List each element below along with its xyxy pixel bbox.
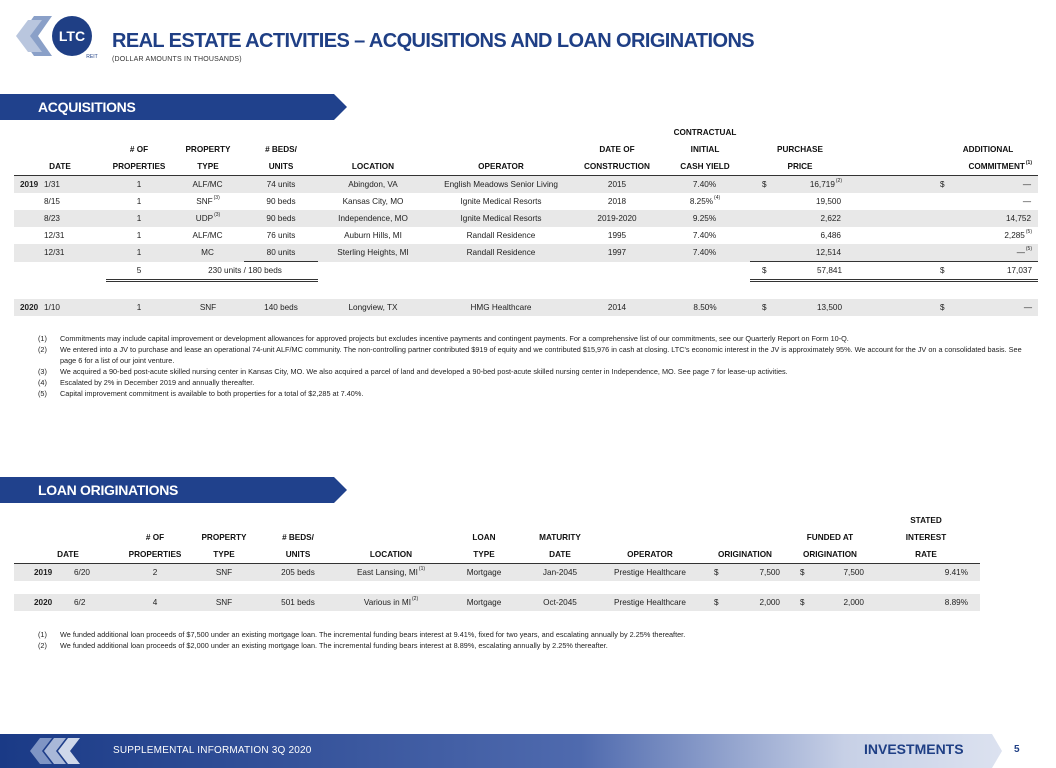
row-date bbox=[14, 244, 106, 262]
loan-row bbox=[14, 564, 980, 582]
row-price bbox=[750, 176, 850, 194]
header-commit-2: COMMITMENT$^{(1)}$ bbox=[938, 158, 1038, 176]
loan-origination-amount: 2,000 bbox=[759, 598, 780, 607]
row-yield-value: 7.40% bbox=[692, 248, 717, 258]
loan-date bbox=[14, 594, 122, 611]
row-location: Sterling Heights, MI bbox=[318, 244, 428, 262]
loan-year: 2020 bbox=[34, 598, 53, 607]
row-price-amount: 13,500 bbox=[816, 303, 842, 312]
row-operator: Ignite Medical Resorts bbox=[460, 197, 542, 206]
loan-location-note: (1) bbox=[418, 566, 426, 572]
footnote-number: (1) bbox=[38, 630, 47, 639]
row-date-value: 12/31 bbox=[44, 231, 65, 240]
row-commitment-note: (5) bbox=[1025, 246, 1032, 252]
row-props: 1 bbox=[106, 244, 172, 262]
page-subtitle: (DOLLAR AMOUNTS IN THOUSANDS) bbox=[112, 56, 242, 63]
total-spacer bbox=[660, 262, 750, 281]
footer-supplemental-text: SUPPLEMENTAL INFORMATION 3Q 2020 bbox=[113, 745, 312, 756]
row-props: 1 bbox=[106, 299, 172, 316]
header-date: DATE bbox=[14, 158, 106, 176]
header-price-1: PURCHASE bbox=[777, 145, 823, 154]
loan-header-orig: ORIGINATION bbox=[702, 546, 788, 564]
row-props: 1 bbox=[136, 197, 142, 206]
logo-text: LTC bbox=[58, 28, 86, 44]
row-construction: 2014 bbox=[574, 299, 660, 316]
row-commitment-cell bbox=[850, 193, 1038, 210]
loan-rate: 8.89% bbox=[872, 594, 980, 611]
row-price-cell bbox=[750, 299, 850, 316]
row-year: 2019 bbox=[20, 180, 39, 189]
row-commitment bbox=[850, 193, 1038, 210]
spacer-cell bbox=[14, 281, 1038, 300]
loan-origination-currency: $ bbox=[714, 568, 719, 577]
row-price bbox=[750, 244, 850, 262]
loan-header-ltype-1: LOAN bbox=[472, 533, 496, 542]
row-commitment-cell bbox=[850, 227, 1038, 244]
loan-operator: Prestige Healthcare bbox=[598, 594, 702, 611]
row-commitment-value bbox=[1017, 244, 1032, 261]
loan-origination-cell bbox=[702, 594, 788, 611]
row-commitment-cell bbox=[850, 210, 1038, 227]
row-price-value bbox=[816, 244, 842, 261]
row-beds: 90 beds bbox=[266, 197, 296, 206]
loan-operator: Prestige Healthcare bbox=[598, 564, 702, 582]
row-commitment-cell bbox=[850, 244, 1038, 261]
loan-type: SNF bbox=[188, 564, 260, 582]
footnote-text: Escalated by 2% in December 2019 and annually thereafter. bbox=[60, 378, 255, 387]
footnote bbox=[38, 377, 1028, 388]
loan-origination-amount: 7,500 bbox=[759, 568, 780, 577]
loan-header-props-1: # OF bbox=[145, 533, 165, 542]
row-price-note: (2) bbox=[835, 178, 842, 184]
total-price-currency: $ bbox=[762, 266, 767, 275]
row-date-value: 1/31 bbox=[44, 180, 60, 189]
row-price-amount: 19,500 bbox=[815, 197, 841, 206]
footnote-text: We funded additional loan proceeds of $2,000 under an existing mortgage loan. The incremental funding bears interest at 8.89%, escalating annually by 2.25% thereafter. bbox=[60, 641, 608, 650]
logo-subtext: REIT bbox=[86, 54, 98, 60]
footnote bbox=[38, 388, 1028, 399]
row-date-value: 12/31 bbox=[44, 248, 65, 258]
total-beds: 230 units / 180 beds bbox=[172, 262, 318, 281]
total-commitment-cell bbox=[850, 262, 1038, 279]
row-beds: 74 units bbox=[244, 176, 318, 194]
row-commitment bbox=[850, 176, 1038, 194]
row-yield bbox=[660, 176, 750, 194]
row-props: 1 bbox=[136, 231, 142, 240]
footnote bbox=[38, 344, 1028, 366]
loan-funded bbox=[788, 564, 872, 582]
row-date bbox=[14, 193, 106, 210]
acquisitions-banner bbox=[0, 94, 347, 120]
row-commitment-value bbox=[1004, 227, 1032, 244]
total-commitment-amount: 17,037 bbox=[1006, 266, 1032, 275]
row-price bbox=[750, 227, 850, 244]
row-construction: 1995 bbox=[607, 231, 627, 240]
loan-rate: 9.41% bbox=[872, 564, 980, 582]
row-yield bbox=[660, 227, 750, 244]
acquisition-row bbox=[14, 210, 1038, 227]
acquisition-row bbox=[14, 176, 1038, 194]
loan-originations-banner-label: LOAN ORIGINATIONS bbox=[38, 482, 179, 498]
footnote-text: We funded additional loan proceeds of $7,500 under an existing mortgage loan. The incremental funding bears interest at 9.41%, fixed for two years, and escalating annually by 2.25% thereafter. bbox=[60, 630, 686, 639]
row-date-value: 1/10 bbox=[44, 303, 60, 312]
row-commitment-amount: — bbox=[1022, 197, 1031, 206]
header-beds-2: UNITS bbox=[244, 158, 318, 176]
footnote bbox=[38, 366, 1028, 377]
acquisitions-table bbox=[14, 124, 1038, 316]
header-ptype-2: TYPE bbox=[172, 158, 244, 176]
row-type-value: ALF/MC bbox=[192, 231, 223, 240]
loan-origination-currency: $ bbox=[714, 598, 719, 607]
header-beds-1: # BEDS/ bbox=[265, 145, 297, 154]
row-price-value bbox=[810, 176, 842, 193]
total-price-cell bbox=[750, 262, 850, 279]
row-type-note: (3) bbox=[213, 195, 220, 201]
row-price-cell bbox=[750, 244, 850, 261]
total-spacer bbox=[428, 262, 574, 281]
row-commitment-amount: 14,752 bbox=[1005, 214, 1031, 223]
row-commitment-value bbox=[1006, 210, 1032, 227]
header-yield-1: CONTRACTUAL bbox=[673, 128, 737, 137]
acquisition-total-row bbox=[14, 262, 1038, 281]
loan-date-value: 6/2 bbox=[74, 598, 86, 607]
spacer-row bbox=[14, 281, 1038, 300]
loan-header-operator: OPERATOR bbox=[598, 546, 702, 564]
row-price-amount: 2,622 bbox=[820, 214, 841, 223]
row-commitment-amount: — bbox=[1022, 180, 1031, 189]
total-spacer bbox=[318, 262, 428, 281]
row-commitment-amount: — bbox=[1023, 303, 1032, 312]
ltc-logo bbox=[14, 14, 98, 62]
row-operator: Randall Residence bbox=[428, 244, 574, 262]
header-constr-2: CONSTRUCTION bbox=[574, 158, 660, 176]
row-type-value: SNF bbox=[196, 197, 213, 206]
row-type-value: ALF/MC bbox=[192, 180, 223, 189]
total-props: 5 bbox=[106, 262, 172, 281]
footnote bbox=[38, 629, 1028, 640]
total-price-amount: 57,841 bbox=[816, 266, 842, 275]
row-date bbox=[14, 210, 106, 227]
loan-header-mat-2: DATE bbox=[522, 546, 598, 564]
loan-funded-cell bbox=[788, 594, 872, 611]
row-price-amount: 12,514 bbox=[815, 248, 841, 257]
row-commitment bbox=[850, 210, 1038, 227]
header-location: LOCATION bbox=[318, 158, 428, 176]
row-construction: 2015 bbox=[574, 176, 660, 194]
acquisition-row bbox=[14, 193, 1038, 210]
row-price-value bbox=[816, 193, 842, 210]
row-commitment-cell bbox=[850, 299, 1038, 316]
row-type-value: UDP bbox=[195, 214, 214, 223]
loan-type: SNF bbox=[188, 594, 260, 611]
row-commitment-note: (5) bbox=[1025, 229, 1032, 235]
row-props: 1 bbox=[106, 176, 172, 194]
row-yield-note: (4) bbox=[714, 195, 721, 201]
header-props-2: PROPERTIES bbox=[106, 158, 172, 176]
loan-header-beds-1: # BEDS/ bbox=[282, 533, 314, 542]
row-location: Longview, TX bbox=[318, 299, 428, 316]
footnote-number: (1) bbox=[38, 334, 47, 343]
loan-props: 2 bbox=[122, 564, 188, 582]
loan-beds: 205 beds bbox=[260, 564, 336, 582]
row-props: 1 bbox=[106, 210, 172, 227]
loan-funded-amount: 7,500 bbox=[843, 568, 864, 577]
header-ptype-1: PROPERTY bbox=[185, 145, 231, 154]
header-price-2: PRICE bbox=[750, 158, 850, 176]
row-yield-value: 8.25% bbox=[689, 197, 714, 206]
row-commitment-amount: 2,285 bbox=[1004, 231, 1025, 240]
row-location: Abingdon, VA bbox=[318, 176, 428, 194]
row-beds: 80 units bbox=[244, 244, 318, 262]
loan-header-rate-1: STATED bbox=[910, 516, 942, 525]
acquisitions-banner-label: ACQUISITIONS bbox=[38, 99, 136, 115]
footnote-number: (4) bbox=[38, 378, 47, 387]
row-type-note: (3) bbox=[214, 212, 221, 218]
row-commitment bbox=[850, 227, 1038, 244]
loan-year: 2019 bbox=[34, 568, 53, 577]
footnote-number: (2) bbox=[38, 345, 47, 354]
row-date-value: 8/23 bbox=[44, 214, 60, 223]
row-price-currency: $ bbox=[762, 303, 767, 312]
row-beds: 90 beds bbox=[244, 210, 318, 227]
loan-footnotes bbox=[38, 629, 1028, 651]
row-yield-value: 9.25% bbox=[692, 214, 717, 223]
row-price-currency: $ bbox=[762, 180, 767, 189]
footnote-number: (3) bbox=[38, 367, 47, 376]
row-beds: 76 units bbox=[266, 231, 296, 240]
row-price bbox=[750, 299, 850, 316]
loan-header-ptype-1: PROPERTY bbox=[201, 533, 247, 542]
loan-date bbox=[14, 564, 122, 582]
row-operator: Ignite Medical Resorts bbox=[428, 210, 574, 227]
footnote-text: Commitments may include capital improvement or development allowances for approved projects but excludes incentive payments and contingent payments. For a comprehensive list of our commitments, see our Quarterly Report on Form 10-Q. bbox=[60, 334, 849, 343]
row-price-cell bbox=[750, 176, 850, 193]
row-price-value bbox=[821, 227, 843, 244]
loan-origination bbox=[702, 564, 788, 582]
row-commitment-value bbox=[1023, 176, 1032, 193]
row-construction: 2018 bbox=[607, 197, 627, 206]
footnote-number: (2) bbox=[38, 641, 47, 650]
acquisitions-footnotes bbox=[38, 333, 1028, 399]
acquisition-row bbox=[14, 227, 1038, 244]
loan-date-value: 6/20 bbox=[74, 568, 90, 577]
row-type bbox=[172, 227, 244, 244]
row-price-value bbox=[821, 210, 843, 227]
spacer-cell bbox=[14, 581, 980, 594]
row-beds: 140 beds bbox=[244, 299, 318, 316]
row-price-cell bbox=[750, 193, 850, 210]
row-type bbox=[172, 193, 244, 210]
loan-header-funded-1: FUNDED AT bbox=[806, 533, 854, 542]
loan-row bbox=[14, 594, 980, 611]
loan-header-mat-1: MATURITY bbox=[539, 533, 581, 542]
footnote bbox=[38, 640, 1028, 651]
loan-funded-cell bbox=[788, 564, 872, 581]
loan-funded bbox=[788, 594, 872, 611]
row-date bbox=[14, 299, 106, 316]
header-yield-3: CASH YIELD bbox=[660, 158, 750, 176]
row-type bbox=[172, 244, 244, 262]
loan-location-note: (2) bbox=[412, 596, 419, 602]
row-yield bbox=[660, 244, 750, 262]
row-type bbox=[172, 176, 244, 194]
row-commitment bbox=[850, 299, 1038, 316]
total-spacer bbox=[14, 262, 106, 281]
loan-maturity: Jan-2045 bbox=[522, 564, 598, 582]
row-commitment bbox=[850, 244, 1038, 262]
row-price-cell bbox=[750, 210, 850, 227]
loan-originations-table bbox=[14, 512, 980, 611]
row-operator: English Meadows Senior Living bbox=[428, 176, 574, 194]
row-commitment-amount: — bbox=[1016, 248, 1025, 257]
row-construction: 1997 bbox=[574, 244, 660, 262]
row-yield: 8.50% bbox=[660, 299, 750, 316]
row-price bbox=[750, 210, 850, 227]
row-yield bbox=[660, 210, 750, 227]
page-title: REAL ESTATE ACTIVITIES – ACQUISITIONS AND LOAN ORIGINATIONS bbox=[112, 30, 755, 52]
loan-header-ptype-2: TYPE bbox=[188, 546, 260, 564]
footnote-text: We acquired a 90-bed post-acute skilled nursing center in Kansas City, MO. We also acquired a parcel of land and developed a 90-bed post-acute skilled nursing center in Independence, MO. See page 7 for lease-up activities. bbox=[60, 367, 788, 376]
loan-header-ltype-2: TYPE bbox=[446, 546, 522, 564]
loan-location-value: Various in MI bbox=[363, 598, 412, 607]
footnote-text: Capital improvement commitment is available to both properties for a total of $2,285 at 7.40%. bbox=[60, 389, 364, 398]
footnote bbox=[38, 333, 1028, 344]
loan-origination bbox=[702, 594, 788, 611]
header-props-1: # OF bbox=[129, 145, 149, 154]
total-spacer bbox=[574, 262, 660, 281]
loan-location-value: East Lansing, MI bbox=[356, 568, 418, 577]
loan-funded-amount: 2,000 bbox=[843, 598, 864, 607]
total-commitment bbox=[850, 262, 1038, 281]
row-commitment-cell bbox=[850, 176, 1038, 193]
loan-location bbox=[336, 594, 446, 611]
row-operator: Randall Residence bbox=[466, 231, 536, 240]
row-yield-value: 7.40% bbox=[692, 180, 717, 189]
row-date bbox=[14, 176, 106, 194]
loan-header-beds-2: UNITS bbox=[260, 546, 336, 564]
loan-header-location: LOCATION bbox=[336, 546, 446, 564]
row-price bbox=[750, 193, 850, 210]
row-commitment-value bbox=[1023, 193, 1032, 210]
loan-loan-type: Mortgage bbox=[446, 564, 522, 582]
loan-origination-cell bbox=[702, 564, 788, 581]
loan-funded-currency: $ bbox=[800, 598, 805, 607]
row-construction: 2019-2020 bbox=[574, 210, 660, 227]
total-commitment-currency: $ bbox=[940, 266, 945, 275]
row-commitment-currency: $ bbox=[940, 180, 945, 189]
row-yield bbox=[660, 193, 750, 210]
row-type bbox=[172, 210, 244, 227]
row-year: 2020 bbox=[20, 303, 39, 312]
loan-loan-type: Mortgage bbox=[446, 594, 522, 611]
header-commit-1: ADDITIONAL bbox=[962, 145, 1014, 154]
row-commitment-currency: $ bbox=[940, 303, 945, 312]
row-yield-value: 7.40% bbox=[692, 231, 717, 240]
loan-header-date: DATE bbox=[14, 546, 122, 564]
footnote-number: (5) bbox=[38, 389, 47, 398]
loan-location bbox=[336, 564, 446, 582]
row-price-amount: 6,486 bbox=[820, 231, 841, 240]
row-date bbox=[14, 227, 106, 244]
total-price bbox=[750, 262, 850, 281]
header-operator: OPERATOR bbox=[428, 158, 574, 176]
header-constr-1: DATE OF bbox=[599, 145, 635, 154]
footnote-text: We entered into a JV to purchase and lease an operational 74-unit ALF/MC community. The non-controlling partner contributed $919 of equity and we contributed $15,976 in cash at closing. LTC's economic interest in the JV is approximately 95%. We account for the JV on a consolidated basis. See page 6 for a list of our joint venture. bbox=[60, 345, 1022, 365]
header-yield-2: INITIAL bbox=[690, 145, 720, 154]
row-location: Kansas City, MO bbox=[342, 197, 404, 206]
loan-funded-currency: $ bbox=[800, 568, 805, 577]
loan-header-funded-2: ORIGINATION bbox=[788, 546, 872, 564]
loan-beds: 501 beds bbox=[260, 594, 336, 611]
footer-section-name: INVESTMENTS bbox=[864, 741, 964, 757]
row-price-cell bbox=[750, 227, 850, 244]
row-location: Independence, MO bbox=[318, 210, 428, 227]
row-location: Auburn Hills, MI bbox=[344, 231, 402, 240]
loan-originations-banner bbox=[0, 477, 347, 503]
row-operator: HMG Healthcare bbox=[428, 299, 574, 316]
row-price-amount: 16,719 bbox=[809, 180, 835, 189]
acquisition-row bbox=[14, 244, 1038, 262]
acquisition-row bbox=[14, 299, 1038, 316]
row-type: SNF bbox=[172, 299, 244, 316]
row-date-value: 8/15 bbox=[44, 197, 60, 206]
loan-header-props-2: PROPERTIES bbox=[122, 546, 188, 564]
loan-props: 4 bbox=[122, 594, 188, 611]
loan-maturity: Oct-2045 bbox=[522, 594, 598, 611]
row-type-value: MC bbox=[201, 248, 214, 258]
loan-header-rate-2: INTEREST bbox=[905, 533, 947, 542]
spacer-row bbox=[14, 581, 980, 594]
loan-header-rate-3: RATE bbox=[872, 546, 980, 564]
page-number: 5 bbox=[1014, 744, 1020, 755]
